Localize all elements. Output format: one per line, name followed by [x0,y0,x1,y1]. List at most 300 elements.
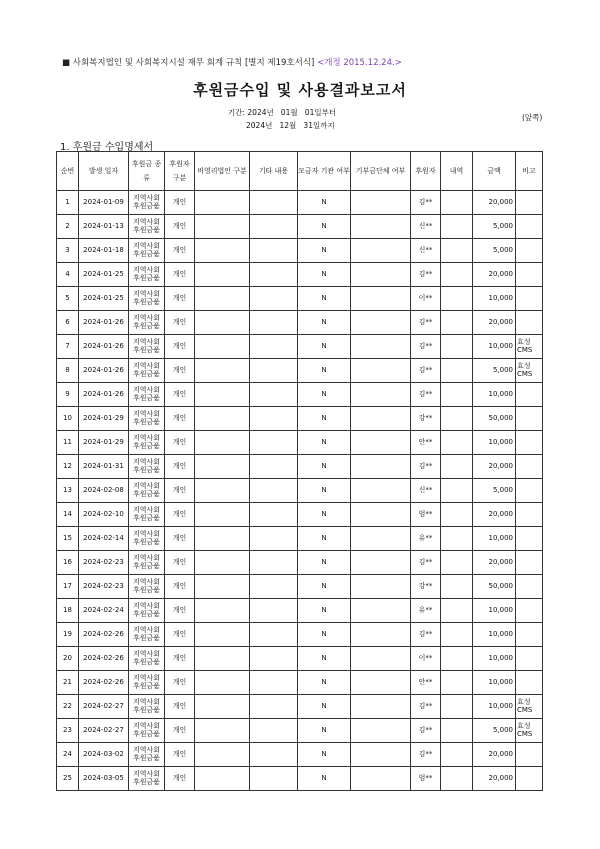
cell-amount: 5,000 [473,239,516,263]
cell-donor_class: 개인 [165,767,195,791]
cell-donor_class: 개인 [165,695,195,719]
cell-amount: 5,000 [473,359,516,383]
cell-donor_class: 개인 [165,287,195,311]
cell-type [129,767,165,791]
cell-amount: 20,000 [473,551,516,575]
cell-no: 3 [57,239,79,263]
cell-fundraising: N [298,407,351,431]
cell-no: 4 [57,263,79,287]
donation-income-table [56,151,543,791]
cell-nonprofit [195,743,250,767]
donation-type-text: 지역사회 후원금품 [132,289,161,307]
form-reference [62,56,402,68]
cell-nonprofit [195,575,250,599]
cell-group [351,719,411,743]
cell-nonprofit [195,407,250,431]
donation-type-text: 지역사회 후원금품 [132,433,161,451]
table-row [57,335,543,359]
table-row [57,599,543,623]
cell-group [351,455,411,479]
cell-date: 2024-01-13 [79,215,129,239]
cell-donor: 신** [411,215,441,239]
note-text: 효성 CMS [517,337,533,355]
cell-nonprofit [195,623,250,647]
cell-amount: 50,000 [473,407,516,431]
cell-fundraising: N [298,671,351,695]
cell-other [250,335,298,359]
table-row [57,311,543,335]
cell-no: 15 [57,527,79,551]
table-row [57,263,543,287]
donation-type-text: 지역사회 후원금품 [132,217,161,235]
cell-group [351,479,411,503]
column-header-type: 후원금 종류 [129,152,165,191]
column-header-other: 기타 내용 [250,152,298,191]
cell-type [129,623,165,647]
cell-fundraising: N [298,695,351,719]
cell-detail [441,407,473,431]
cell-donor: 유** [411,527,441,551]
cell-detail [441,263,473,287]
cell-no: 14 [57,503,79,527]
donation-type-text: 지역사회 후원금품 [132,193,161,211]
note-text: 효성 CMS [517,697,533,715]
cell-other [250,623,298,647]
cell-donor_class: 개인 [165,599,195,623]
table-row [57,239,543,263]
cell-donor_class: 개인 [165,239,195,263]
cell-fundraising: N [298,575,351,599]
column-header-donor: 후원자 [411,152,441,191]
cell-nonprofit [195,479,250,503]
cell-nonprofit [195,239,250,263]
cell-no: 13 [57,479,79,503]
cell-amount: 10,000 [473,383,516,407]
cell-group [351,239,411,263]
cell-donor: 안** [411,431,441,455]
donation-type-text: 지역사회 후원금품 [132,385,161,403]
column-header-fundraising: 모금자 기관 여부 [298,152,351,191]
cell-type [129,575,165,599]
cell-donor: 김** [411,455,441,479]
cell-date: 2024-02-27 [79,719,129,743]
cell-fundraising: N [298,335,351,359]
cell-donor: 김** [411,359,441,383]
donation-type-text: 지역사회 후원금품 [132,745,161,763]
cell-group [351,335,411,359]
cell-amount: 5,000 [473,479,516,503]
table-row [57,695,543,719]
cell-donor_class: 개인 [165,671,195,695]
cell-other [250,239,298,263]
cell-donor_class: 개인 [165,527,195,551]
cell-detail [441,647,473,671]
cell-note [516,311,543,335]
cell-type [129,383,165,407]
cell-amount: 10,000 [473,431,516,455]
table-row [57,503,543,527]
cell-fundraising: N [298,503,351,527]
cell-fundraising: N [298,215,351,239]
cell-detail [441,551,473,575]
cell-donor_class: 개인 [165,335,195,359]
period-start: 기간: 2024년 01월 01일부터 [228,108,337,117]
cell-note [516,671,543,695]
cell-detail [441,215,473,239]
cell-fundraising: N [298,383,351,407]
page-side-label: (앞쪽) [522,113,543,122]
donation-type-text: 지역사회 후원금품 [132,697,161,715]
cell-amount: 5,000 [473,215,516,239]
cell-group [351,527,411,551]
cell-no: 24 [57,743,79,767]
cell-date: 2024-02-23 [79,551,129,575]
cell-note [516,743,543,767]
cell-type [129,479,165,503]
cell-date: 2024-03-05 [79,767,129,791]
cell-other [250,599,298,623]
cell-fundraising: N [298,359,351,383]
cell-amount: 10,000 [473,599,516,623]
column-header-nonprofit: 비영리법인 구분 [195,152,250,191]
cell-no: 10 [57,407,79,431]
cell-fundraising: N [298,743,351,767]
cell-nonprofit [195,455,250,479]
cell-donor: 엄** [411,767,441,791]
column-header-group: 기부금단체 여부 [351,152,411,191]
cell-fundraising: N [298,455,351,479]
cell-date: 2024-02-27 [79,695,129,719]
cell-amount: 20,000 [473,455,516,479]
cell-donor_class: 개인 [165,431,195,455]
cell-other [250,647,298,671]
cell-amount: 20,000 [473,767,516,791]
column-header-donor_class: 후원자 구분 [165,152,195,191]
table-row [57,431,543,455]
cell-amount: 20,000 [473,263,516,287]
cell-date: 2024-01-25 [79,287,129,311]
cell-amount: 20,000 [473,311,516,335]
cell-date: 2024-02-14 [79,527,129,551]
table-row [57,215,543,239]
cell-donor_class: 개인 [165,623,195,647]
cell-donor: 김** [411,191,441,215]
cell-group [351,359,411,383]
cell-group [351,575,411,599]
cell-type [129,551,165,575]
cell-amount: 10,000 [473,647,516,671]
cell-nonprofit [195,671,250,695]
cell-amount: 20,000 [473,191,516,215]
cell-date: 2024-01-26 [79,335,129,359]
cell-fundraising: N [298,479,351,503]
cell-note [516,479,543,503]
cell-detail [441,671,473,695]
cell-other [250,359,298,383]
cell-detail [441,599,473,623]
cell-fundraising: N [298,191,351,215]
cell-no: 20 [57,647,79,671]
column-header-date: 발생 일자 [79,152,129,191]
cell-note [516,575,543,599]
cell-donor_class: 개인 [165,455,195,479]
cell-group [351,215,411,239]
cell-fundraising: N [298,263,351,287]
cell-other [250,551,298,575]
cell-date: 2024-01-25 [79,263,129,287]
cell-amount: 10,000 [473,623,516,647]
cell-no: 16 [57,551,79,575]
cell-donor_class: 개인 [165,383,195,407]
cell-other [250,671,298,695]
cell-detail [441,287,473,311]
cell-note [516,695,543,719]
table-row [57,671,543,695]
cell-note [516,287,543,311]
cell-note [516,191,543,215]
cell-nonprofit [195,335,250,359]
cell-group [351,695,411,719]
cell-group [351,503,411,527]
cell-group [351,263,411,287]
table-row [57,383,543,407]
period-end: 2024년 12월 31일까지 [246,121,335,130]
table-body [57,191,543,791]
cell-detail [441,311,473,335]
cell-amount: 10,000 [473,335,516,359]
cell-note [516,431,543,455]
cell-group [351,191,411,215]
donation-type-text: 지역사회 후원금품 [132,553,161,571]
cell-other [250,215,298,239]
cell-group [351,431,411,455]
table-row [57,647,543,671]
cell-note [516,527,543,551]
table-row [57,719,543,743]
cell-type [129,215,165,239]
cell-donor_class: 개인 [165,647,195,671]
donation-type-text: 지역사회 후원금품 [132,625,161,643]
cell-donor: 강** [411,575,441,599]
cell-donor: 강** [411,407,441,431]
cell-donor: 이** [411,647,441,671]
cell-detail [441,359,473,383]
cell-nonprofit [195,599,250,623]
cell-note [516,335,543,359]
donation-type-text: 지역사회 후원금품 [132,577,161,595]
cell-group [351,743,411,767]
cell-donor_class: 개인 [165,575,195,599]
table-header-row [57,152,543,191]
donation-type-text: 지역사회 후원금품 [132,313,161,331]
cell-nonprofit [195,551,250,575]
cell-nonprofit [195,215,250,239]
table-row [57,623,543,647]
cell-other [250,695,298,719]
cell-nonprofit [195,503,250,527]
cell-nonprofit [195,263,250,287]
cell-fundraising: N [298,767,351,791]
cell-no: 11 [57,431,79,455]
cell-type [129,455,165,479]
cell-nonprofit [195,695,250,719]
cell-donor_class: 개인 [165,503,195,527]
cell-type [129,311,165,335]
cell-detail [441,479,473,503]
cell-no: 12 [57,455,79,479]
cell-nonprofit [195,647,250,671]
cell-group [351,383,411,407]
donation-type-text: 지역사회 후원금품 [132,457,161,475]
cell-fundraising: N [298,287,351,311]
cell-note [516,623,543,647]
cell-donor: 김** [411,719,441,743]
cell-note [516,551,543,575]
cell-amount: 50,000 [473,575,516,599]
cell-nonprofit [195,287,250,311]
cell-donor_class: 개인 [165,479,195,503]
cell-group [351,767,411,791]
cell-other [250,383,298,407]
table-row [57,767,543,791]
cell-no: 21 [57,671,79,695]
cell-detail [441,575,473,599]
cell-type [129,647,165,671]
cell-type [129,743,165,767]
cell-other [250,407,298,431]
cell-donor: 신** [411,479,441,503]
cell-other [250,455,298,479]
donation-type-text: 지역사회 후원금품 [132,361,161,379]
table-row [57,479,543,503]
cell-date: 2024-01-09 [79,191,129,215]
cell-detail [441,335,473,359]
cell-no: 9 [57,383,79,407]
cell-date: 2024-02-10 [79,503,129,527]
cell-note [516,383,543,407]
cell-date: 2024-01-29 [79,431,129,455]
cell-type [129,263,165,287]
cell-type [129,287,165,311]
cell-fundraising: N [298,431,351,455]
cell-donor_class: 개인 [165,215,195,239]
cell-fundraising: N [298,527,351,551]
cell-other [250,503,298,527]
cell-nonprofit [195,383,250,407]
cell-note [516,263,543,287]
cell-donor: 김** [411,551,441,575]
cell-note [516,647,543,671]
cell-no: 19 [57,623,79,647]
donation-type-text: 지역사회 후원금품 [132,265,161,283]
cell-detail [441,527,473,551]
table-row [57,407,543,431]
cell-nonprofit [195,359,250,383]
table-row [57,551,543,575]
cell-amount: 10,000 [473,695,516,719]
cell-detail [441,623,473,647]
note-text: 효성 CMS [517,721,533,739]
cell-no: 2 [57,215,79,239]
cell-detail [441,503,473,527]
cell-nonprofit [195,191,250,215]
cell-donor: 김** [411,263,441,287]
cell-donor_class: 개인 [165,743,195,767]
form-reference-text: ■ 사회복지법인 및 사회복지시설 재무 회계 규칙 [별지 제19호서식] [62,58,315,68]
page-title: 후원금수입 및 사용결과보고서 [193,81,407,99]
cell-nonprofit [195,767,250,791]
table-row [57,743,543,767]
cell-donor: 김** [411,743,441,767]
table-row [57,359,543,383]
cell-type [129,503,165,527]
cell-other [250,287,298,311]
report-period [228,106,336,132]
cell-note [516,767,543,791]
cell-type [129,527,165,551]
cell-no: 5 [57,287,79,311]
cell-amount: 10,000 [473,287,516,311]
column-header-no: 순번 [57,152,79,191]
cell-group [351,623,411,647]
table-row [57,191,543,215]
cell-donor_class: 개인 [165,407,195,431]
cell-detail [441,695,473,719]
table-row [57,575,543,599]
cell-group [351,647,411,671]
cell-no: 17 [57,575,79,599]
cell-fundraising: N [298,239,351,263]
cell-note [516,407,543,431]
cell-nonprofit [195,719,250,743]
cell-no: 1 [57,191,79,215]
donation-type-text: 지역사회 후원금품 [132,673,161,691]
cell-other [250,311,298,335]
cell-fundraising: N [298,647,351,671]
cell-detail [441,239,473,263]
cell-donor_class: 개인 [165,191,195,215]
cell-note [516,359,543,383]
cell-donor: 신** [411,239,441,263]
cell-detail [441,383,473,407]
cell-detail [441,455,473,479]
cell-type [129,695,165,719]
donation-type-text: 지역사회 후원금품 [132,241,161,259]
cell-no: 7 [57,335,79,359]
cell-date: 2024-02-26 [79,671,129,695]
cell-donor: 안** [411,671,441,695]
cell-detail [441,191,473,215]
cell-note [516,239,543,263]
donation-type-text: 지역사회 후원금품 [132,529,161,547]
cell-date: 2024-02-08 [79,479,129,503]
cell-type [129,335,165,359]
cell-donor: 김** [411,695,441,719]
cell-type [129,191,165,215]
donation-type-text: 지역사회 후원금품 [132,481,161,499]
donation-type-text: 지역사회 후원금품 [132,769,161,787]
cell-group [351,407,411,431]
cell-group [351,599,411,623]
donation-type-text: 지역사회 후원금품 [132,337,161,355]
cell-date: 2024-01-18 [79,239,129,263]
cell-note [516,455,543,479]
cell-donor: 김** [411,311,441,335]
cell-note [516,719,543,743]
cell-other [250,719,298,743]
cell-amount: 20,000 [473,743,516,767]
column-header-amount: 금액 [473,152,516,191]
